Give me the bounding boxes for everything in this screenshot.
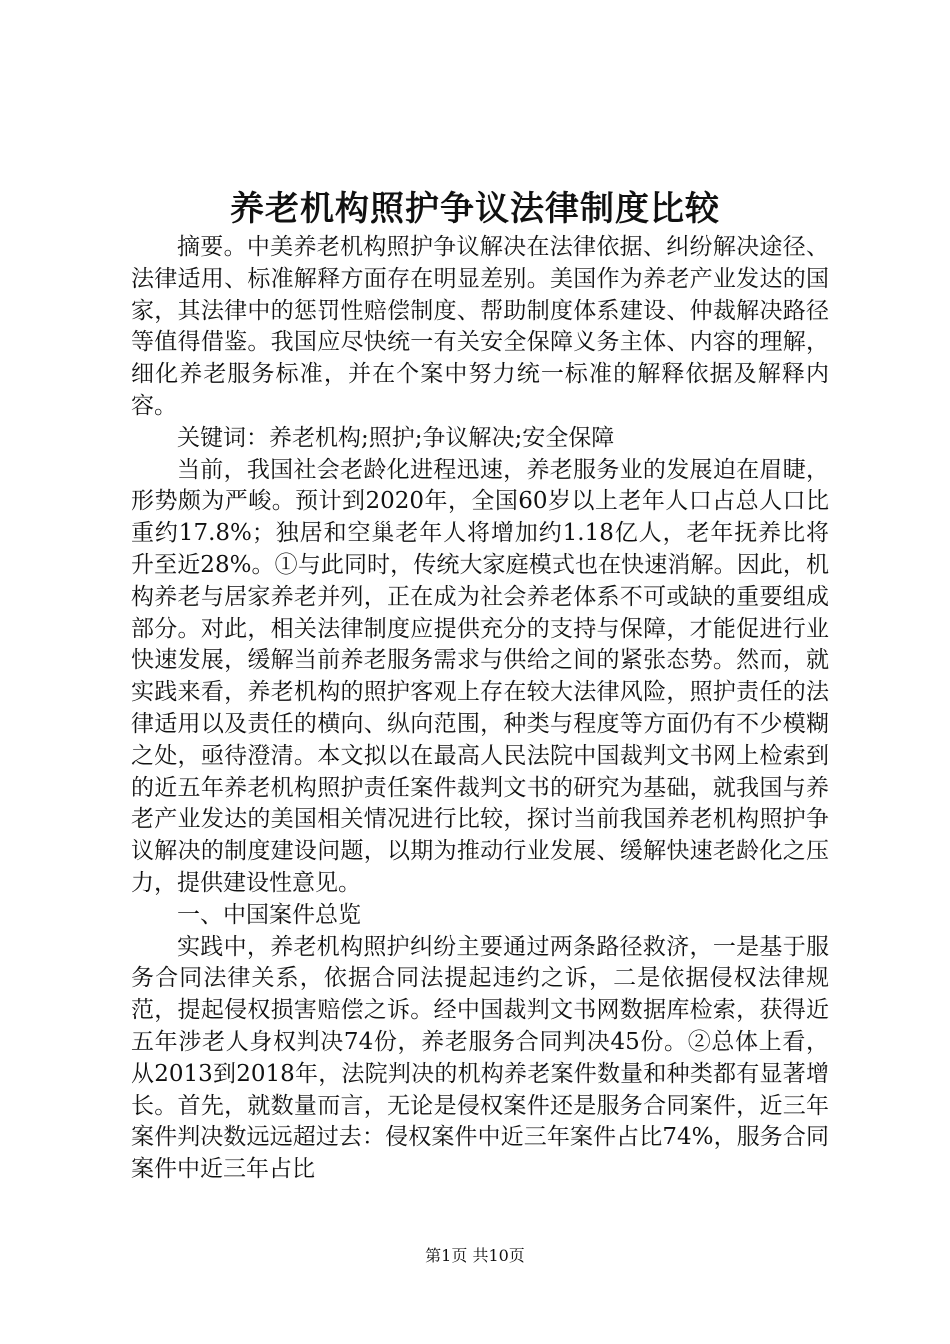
section-heading: 一、中国案件总览 bbox=[177, 901, 361, 928]
keywords-paragraph: 关键词：养老机构;照护;争议解决;安全保障 bbox=[177, 424, 615, 451]
section-paragraph: 实践中，养老机构照护纠纷主要通过两条路径救济，一是基于服务合同法律关系，依据合同法提起违约之诉，二是依据侵权法律规范，提起侵权损害赔偿之诉。经中国裁判文书网数据库检索，获得近五年涉老人身权判决74份，养老服务合同判决45份。②总体上看，从2013到2018年，法院判决的机构养老案件数量和种类都有显著增长。首先，就数量而言，无论是侵权案件还是服务合同案件，近三年案件判决数远远超过去：侵权案件中近三年案件占比74%，服务合同案件中近三年占比 bbox=[131, 933, 829, 1183]
intro-paragraph: 当前，我国社会老龄化进程迅速，养老服务业的发展迫在眉睫，形势颇为严峻。预计到2020年，全国60岁以上老年人口占总人口比重约17.8%；独居和空巢老年人将增加约1.18亿人，老年抚养比将升至近28%。①与此同时，传统大家庭模式也在快速消解。因此，机构养老与居家养老并列，正在成为社会养老体系不可或缺的重要组成部分。对此，相关法律制度应提供充分的支持与保障，才能促进行业快速发展，缓解当前养老服务需求与供给之间的紧张态势。然而，就实践来看，养老机构的照护客观上存在较大法律风险，照护责任的法律适用以及责任的横向、纵向范围，种类与程度等方面仍有不少模糊之处，亟待澄清。本文拟以在最高人民法院中国裁判文书网上检索到的近五年养老机构照护责任案件裁判文书的研究为基础，就我国与养老产业发达的美国相关情况进行比较，探讨当前我国养老机构照护争议解决的制度建设问题，以期为推动行业发展、缓解快速老龄化之压力，提供建设性意见。 bbox=[131, 456, 829, 896]
document-body bbox=[131, 232, 829, 1186]
abstract-paragraph: 摘要。中美养老机构照护争议解决在法律依据、纠纷解决途径、法律适用、标准解释方面存在明显差别。美国作为养老产业发达的国家，其法律中的惩罚性赔偿制度、帮助制度体系建设、仲裁解决路径等值得借鉴。我国应尽快统一有关安全保障义务主体、内容的理解，细化养老服务标准，并在个案中努力统一标准的解释依据及解释内容。 bbox=[131, 234, 829, 419]
page-footer: 第1页 共10页 bbox=[425, 1246, 525, 1265]
document-title: 养老机构照护争议法律制度比较 bbox=[230, 189, 720, 229]
